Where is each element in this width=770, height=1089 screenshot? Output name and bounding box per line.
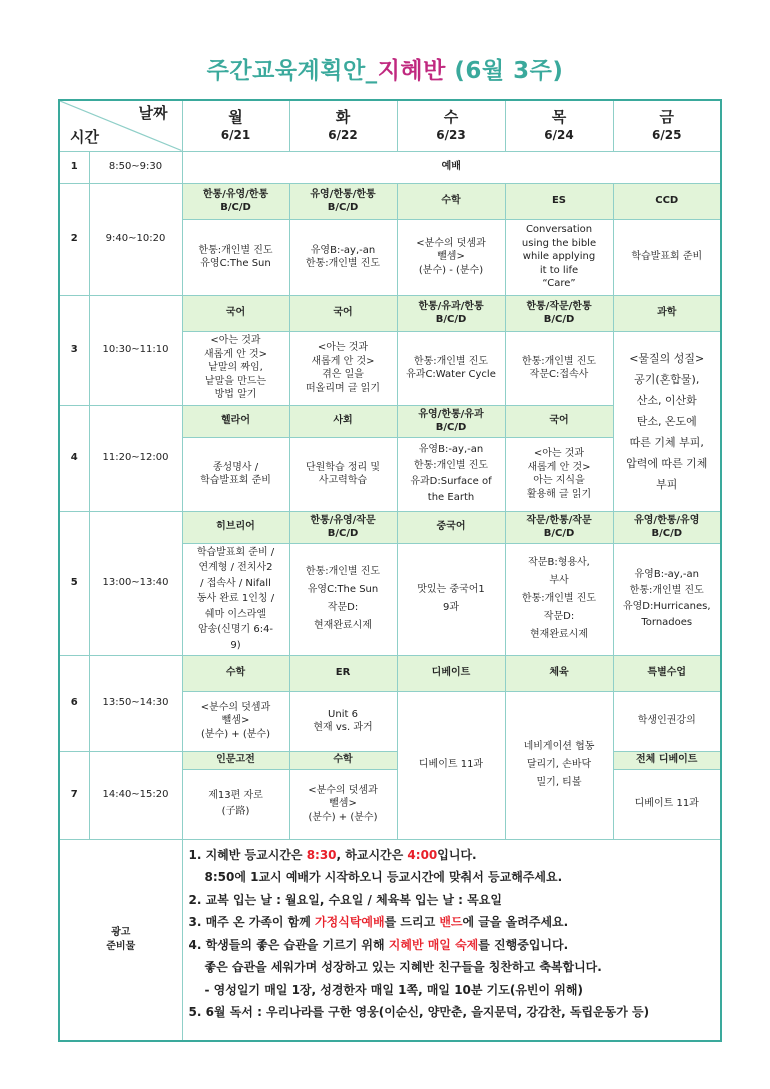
- subject-row-3: [59, 295, 721, 331]
- content-cell: 한통:개인별 진도 유영C:The Sun 작문D: 현재완료시제: [289, 543, 397, 655]
- period-time: 13:00~13:40: [89, 511, 182, 655]
- content-cell: Conversation using the bible while applying it to life “Care”: [505, 219, 613, 295]
- subject-cell: 국어: [505, 405, 613, 437]
- day-name: 목: [551, 108, 567, 127]
- content-cell: <분수의 덧셈과 뺄셈> (분수) + (분수): [182, 691, 289, 751]
- subject-cell: 유영/한통/한통 B/C/D: [289, 183, 397, 219]
- content-cell: <아는 것과 새롭게 안 것> 겪은 일을 떠올리며 글 읽기: [289, 331, 397, 405]
- subject-cell: 전체 디베이트: [613, 751, 721, 769]
- content-cell: <분수의 덧셈과 뺄셈> (분수) - (분수): [397, 219, 505, 295]
- notice-line-1: 1. 지혜반 등교시간은 8:30, 하교시간은 4:00입니다.: [188, 847, 477, 862]
- notice-row: [59, 839, 721, 1041]
- content-cell: 유영B:-ay,-an 한통:개인별 진도 유과D:Surface of the Earth: [397, 437, 505, 511]
- header-day-thu: [505, 100, 613, 151]
- subject-row-5: [59, 511, 721, 543]
- notice-line-8: 5. 6월 독서 : 우리나라를 구한 영웅(이순신, 양만춘, 을지문덕, 강감찬, 독립운동가 등): [188, 1005, 650, 1019]
- subject-row-7: [59, 751, 721, 769]
- subject-cell: 체육: [505, 655, 613, 691]
- content-cell: 한통:개인별 진도 작문C:접속사: [505, 331, 613, 405]
- period-number: 4: [59, 405, 89, 511]
- header-day-fri: [613, 100, 721, 151]
- content-cell: Unit 6 현재 vs. 과거: [289, 691, 397, 751]
- subject-cell: 인문고전: [182, 751, 289, 769]
- subject-row-6: [59, 655, 721, 691]
- day-date: 6/22: [328, 128, 358, 143]
- content-cell: 학습발표회 준비 / 연계형 / 전치사2 / 접속사 / Nifall 동사 완료 1인칭 / 쉐마 이스라엘 암송(신명기 6:4- 9): [182, 543, 289, 655]
- subject-cell: 유영/한통/유과 B/C/D: [397, 405, 505, 437]
- notice-line-7: - 영성일기 매일 1장, 성경한자 매일 1쪽, 매일 10분 기도(유빈이 위해): [204, 982, 583, 997]
- header-day-wed: [397, 100, 505, 151]
- content-cell: 제13편 자로 (子路): [182, 769, 289, 839]
- period-number: 2: [59, 183, 89, 295]
- subject-cell: 국어: [289, 295, 397, 331]
- subject-cell: 유영/한통/유영 B/C/D: [613, 511, 721, 543]
- subject-cell: 헬라어: [182, 405, 289, 437]
- period-time: 8:50~9:30: [89, 151, 182, 183]
- worship-cell: 예배: [182, 151, 721, 183]
- period-number: 3: [59, 295, 89, 405]
- subject-cell: 과학: [613, 295, 721, 331]
- subject-cell: ER: [289, 655, 397, 691]
- day-date: 6/23: [436, 128, 466, 143]
- content-cell: 유영B:-ay,-an 한통:개인별 진도: [289, 219, 397, 295]
- content-cell-debate: 디베이트 11과: [397, 691, 505, 839]
- notice-content: [182, 839, 721, 1041]
- notice-line-3: 2. 교복 입는 날 : 월요일, 수요일 / 체육복 입는 날 : 목요일: [188, 892, 502, 907]
- content-cell: 맛있는 중국어1 9과: [397, 543, 505, 655]
- day-name: 화: [335, 108, 351, 127]
- subject-row-2: [59, 183, 721, 219]
- subject-cell: 한통/유영/한통 B/C/D: [182, 183, 289, 219]
- date-label: 날짜: [138, 104, 168, 122]
- header-row: [59, 100, 721, 151]
- title-week: (6월 3주): [445, 58, 564, 84]
- header-corner: [59, 100, 182, 151]
- weekly-plan-table: [58, 99, 722, 1042]
- period-number: 5: [59, 511, 89, 655]
- notice-label: 광고 준비물: [59, 839, 182, 1041]
- period-time: 14:40~15:20: [89, 751, 182, 839]
- subject-cell: ES: [505, 183, 613, 219]
- notice-line-4: 3. 매주 온 가족이 함께 가정식탁예배를 드리고 밴드에 글을 올려주세요.: [188, 915, 569, 929]
- notice-line-6: 좋은 습관을 세워가며 성장하고 있는 지혜반 친구들을 칭찬하고 축복합니다.: [204, 960, 602, 974]
- content-cell: 한통:개인별 진도 유영C:The Sun: [182, 219, 289, 295]
- subject-cell: 수학: [397, 183, 505, 219]
- day-date: 6/21: [220, 128, 251, 143]
- subject-cell: 수학: [182, 655, 289, 691]
- page-title: [0, 52, 770, 85]
- content-cell: 한통:개인별 진도 유과C:Water Cycle: [397, 331, 505, 405]
- content-cell: 유영B:-ay,-an 한통:개인별 진도 유영D:Hurricanes, Tornadoes: [613, 543, 721, 655]
- homework-highlight: 지혜반 매일 숙제: [388, 937, 479, 952]
- content-cell: 학생인권강의: [613, 691, 721, 751]
- dismissal-time: 4:00: [407, 847, 438, 862]
- content-cell-science: <물질의 성질> 공기(혼합물), 산소, 이산화 탄소, 온도에 따른 기체 부피, 압력에 따른 기체 부피: [613, 331, 721, 511]
- subject-cell: 한통/유과/한통 B/C/D: [397, 295, 505, 331]
- subject-cell: 특별수업: [613, 655, 721, 691]
- period-time: 11:20~12:00: [89, 405, 182, 511]
- subject-cell: 한통/유영/작문 B/C/D: [289, 511, 397, 543]
- subject-cell: 수학: [289, 751, 397, 769]
- content-cell: 디베이트 11과: [613, 769, 721, 839]
- notice-line-5: 4. 학생들의 좋은 습관을 기르기 위해 지혜반 매일 숙제를 진행중입니다.: [188, 937, 569, 952]
- title-class-name: 지혜반: [377, 58, 446, 84]
- content-cell: 종성명사 / 학습발표회 준비: [182, 437, 289, 511]
- content-cell: <분수의 덧셈과 뺄셈> (분수) + (분수): [289, 769, 397, 839]
- title-main: 주간교육계획안_: [206, 58, 378, 84]
- subject-cell: 디베이트: [397, 655, 505, 691]
- period-number: 1: [59, 151, 89, 183]
- period-number: 6: [59, 655, 89, 751]
- subject-cell: 한통/작문/한통 B/C/D: [505, 295, 613, 331]
- content-cell: 학습발표회 준비: [613, 219, 721, 295]
- band-highlight: 밴드: [439, 915, 463, 929]
- arrival-time: 8:30: [306, 847, 337, 862]
- content-cell: <아는 것과 새롭게 안 것> 아는 지식을 활용해 글 읽기: [505, 437, 613, 511]
- day-name: 수: [443, 108, 459, 127]
- subject-cell: 히브리어: [182, 511, 289, 543]
- period-time: 13:50~14:30: [89, 655, 182, 751]
- period-time: 10:30~11:10: [89, 295, 182, 405]
- subject-cell: 사회: [289, 405, 397, 437]
- day-name: 금: [659, 108, 674, 127]
- content-cell: 단원학습 정리 및 사고력학습: [289, 437, 397, 511]
- day-date: 6/24: [544, 128, 574, 143]
- period-time: 9:40~10:20: [89, 183, 182, 295]
- header-day-tue: [289, 100, 397, 151]
- content-cell-pe: 네비게이션 협동 달리기, 손바닥 밀기, 티볼: [505, 691, 613, 839]
- period-row-1: [59, 151, 721, 183]
- subject-cell: 작문/한통/작문 B/C/D: [505, 511, 613, 543]
- header-day-mon: [182, 100, 289, 151]
- subject-cell: CCD: [613, 183, 721, 219]
- day-name: 월: [228, 108, 243, 127]
- period-number: 7: [59, 751, 89, 839]
- family-worship-highlight: 가정식탁예배: [315, 915, 385, 929]
- subject-cell: 국어: [182, 295, 289, 331]
- day-date: 6/25: [652, 128, 682, 143]
- content-cell: <아는 것과 새롭게 안 것> 낱말의 짜임, 낱말을 만드는 방법 알기: [182, 331, 289, 405]
- content-cell: 작문B:형용사, 부사 한통:개인별 진도 작문D: 현재완료시제: [505, 543, 613, 655]
- time-label: 시간: [70, 128, 99, 146]
- subject-cell: 중국어: [397, 511, 505, 543]
- notice-line-2: 8:50에 1교시 예배가 시작하오니 등교시간에 맞춰서 등교해주세요.: [204, 870, 563, 884]
